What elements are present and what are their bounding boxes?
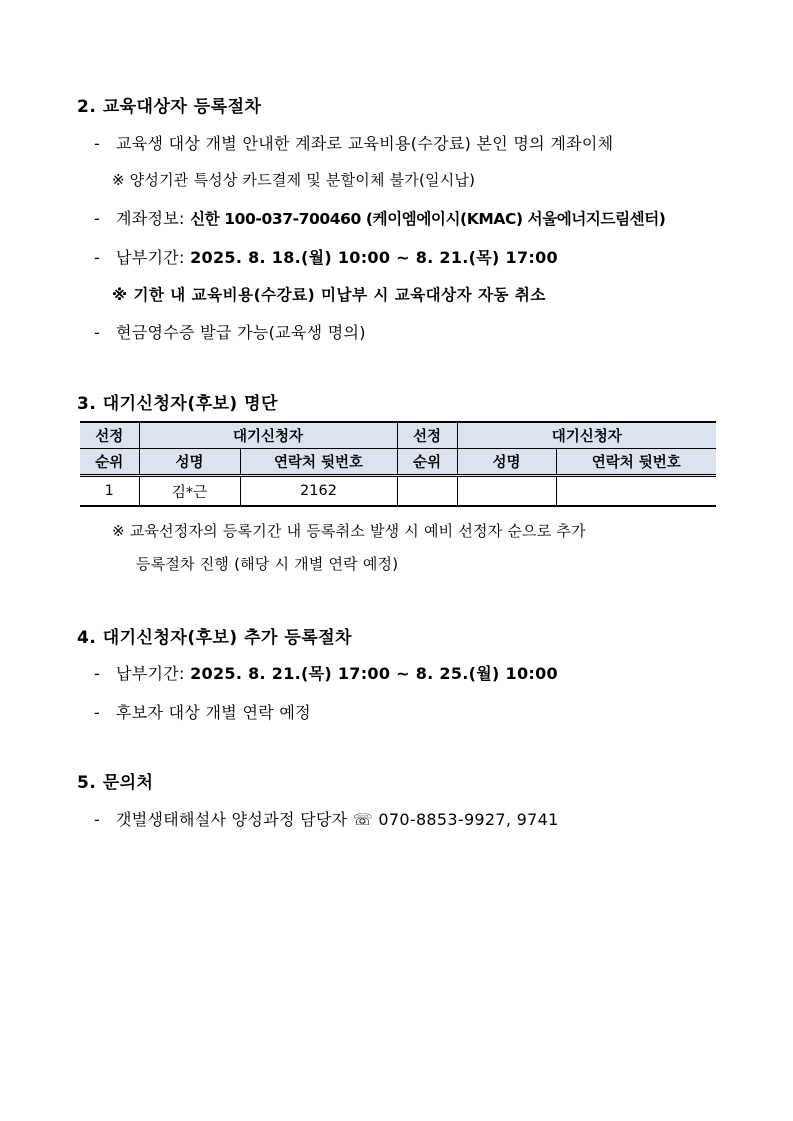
section-2-item-receipt: - 현금영수증 발급 가능(교육생 명의) [94, 323, 366, 342]
contact-cell: 2162 [240, 476, 397, 507]
section-2-item-account [94, 206, 665, 229]
section-5-title: 5. 문의처 [77, 773, 154, 793]
period-label: 납부기간: [116, 248, 191, 267]
section-2-note-installment: ※ 양성기관 특성상 카드결제 및 분할이체 불가(일시납) [112, 171, 476, 189]
table-row [80, 476, 716, 507]
account-value: 신한 100-037-700460 (케이엠에이시(KMAC) 서울에너지드림센터) [190, 210, 666, 228]
account-label: 계좌정보: [116, 209, 191, 228]
name-column-header-2: 성명 [457, 449, 556, 476]
name-cell-2 [457, 476, 556, 507]
section-3-note-line-2: 등록절차 진행 (해당 시 개별 연락 예정) [136, 555, 399, 573]
name-column-header: 성명 [139, 449, 240, 476]
period-value: 2025. 8. 18.(월) 10:00 ~ 8. 21.(목) 17:00 [190, 248, 558, 267]
name-cell: 김*근 [139, 476, 240, 507]
section-2-title: 2. 교육대상자 등록절차 [77, 97, 262, 117]
table-subheader-row [80, 449, 716, 476]
rank-subheader: 순위 [80, 449, 139, 476]
rank-header: 선정 [80, 422, 139, 449]
table-header-row [80, 422, 716, 449]
rank-header-2: 선정 [397, 422, 457, 449]
section-3-title: 3. 대기신청자(후보) 명단 [77, 394, 278, 414]
section-4-item-period [94, 661, 558, 684]
bullet-dash: - [94, 209, 101, 228]
rank-subheader-2: 순위 [397, 449, 457, 476]
section-2-item-period [94, 245, 558, 268]
section-2-item-payment-method: - 교육생 대상 개별 안내한 계좌로 교육비용(수강료) 본인 명의 계좌이체 [94, 134, 614, 153]
bullet-dash: - [94, 703, 101, 722]
rank-cell: 1 [80, 476, 139, 507]
bullet-dash: - [94, 664, 101, 683]
period-label: 납부기간: [116, 664, 191, 683]
bullet-dash: - [94, 323, 101, 342]
contact-column-header-2: 연락처 뒷번호 [556, 449, 716, 476]
period-value: 2025. 8. 21.(목) 17:00 ~ 8. 25.(월) 10:00 [190, 664, 558, 683]
bullet-dash: - [94, 134, 101, 153]
section-3-note-line-1: ※ 교육선정자의 등록기간 내 등록취소 발생 시 예비 선정자 순으로 추가 [112, 522, 586, 540]
contact-text: 갯벌생태해설사 양성과정 담당자 ☏ 070-8853-9927, 9741 [116, 810, 559, 829]
contact-column-header: 연락처 뒷번호 [240, 449, 397, 476]
section-5-contact-info [94, 807, 559, 830]
section-2-warning-auto-cancel: ※ 기한 내 교육비용(수강료) 미납부 시 교육대상자 자동 취소 [112, 286, 546, 304]
section-4-title: 4. 대기신청자(후보) 추가 등록절차 [77, 628, 353, 648]
contact-cell-2 [556, 476, 716, 507]
waitlist-table [80, 421, 716, 507]
waitlist-group-header: 대기신청자 [139, 422, 397, 449]
bullet-dash: - [94, 248, 101, 267]
section-4-item-contact: - 후보자 대상 개별 연락 예정 [94, 703, 311, 722]
bullet-dash: - [94, 810, 101, 829]
waitlist-group-header-2: 대기신청자 [457, 422, 716, 449]
rank-cell-2 [397, 476, 457, 507]
